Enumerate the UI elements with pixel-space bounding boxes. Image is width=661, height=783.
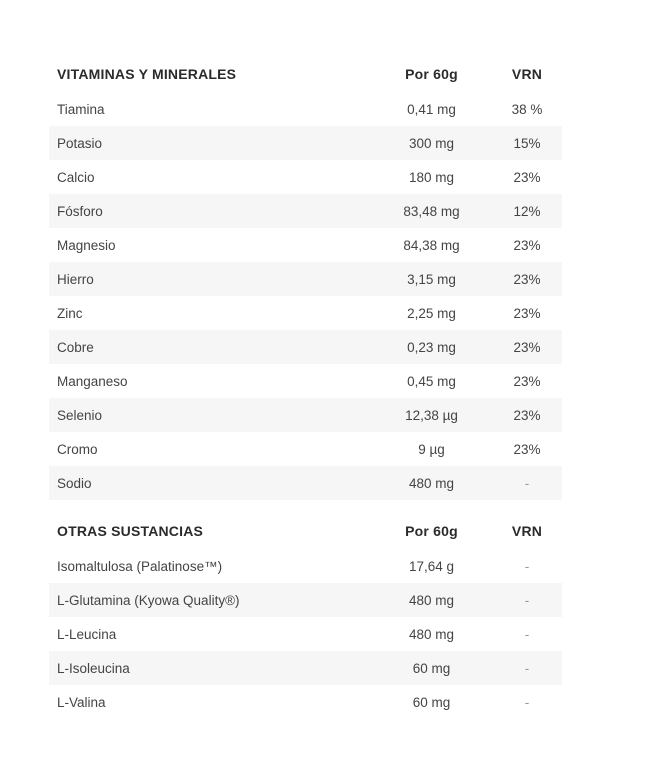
table-row — [49, 228, 562, 262]
vitamins-minerals-table — [49, 56, 562, 500]
nutrient-name: L-Glutamina (Kyowa Quality®) — [49, 583, 371, 617]
table-body — [49, 92, 562, 500]
table-row — [49, 330, 562, 364]
column-header-vrn: VRN — [511, 523, 543, 539]
amount-per-60g: 3,15 mg — [371, 262, 492, 296]
vrn-value: - — [492, 466, 562, 500]
nutrient-name: Magnesio — [57, 237, 116, 253]
amount-per-60g: 0,45 mg — [407, 373, 456, 389]
nutrient-name: Fósforo — [49, 194, 371, 228]
table-row — [49, 549, 562, 583]
amount-per-60g: 60 mg — [412, 694, 451, 710]
table-row — [49, 432, 562, 466]
amount-per-60g: 83,48 mg — [371, 194, 492, 228]
table-header-row — [49, 56, 562, 92]
amount-per-60g: 60 mg — [371, 651, 492, 685]
vrn-value: - — [492, 651, 562, 685]
vrn-value: 12% — [492, 194, 562, 228]
amount-per-60g: 180 mg — [408, 169, 455, 185]
column-header-per-60g: Por 60g — [405, 66, 458, 82]
column-header-name: VITAMINAS Y MINERALES — [57, 66, 237, 82]
amount-per-60g: 9 µg — [418, 441, 445, 457]
vrn-value: 23% — [513, 373, 541, 389]
amount-per-60g: 2,25 mg — [407, 305, 456, 321]
amount-per-60g: 0,23 mg — [371, 330, 492, 364]
table-row — [49, 262, 562, 296]
table-row — [49, 685, 562, 719]
nutrient-name: Hierro — [49, 262, 371, 296]
amount-per-60g: 300 mg — [371, 126, 492, 160]
vrn-value: - — [524, 558, 530, 574]
nutrient-name: Potasio — [49, 126, 371, 160]
nutrient-name: Selenio — [49, 398, 371, 432]
table-row — [49, 651, 562, 685]
other-substances-table — [49, 513, 562, 719]
vrn-value: - — [524, 626, 530, 642]
nutrient-name: Cromo — [57, 441, 98, 457]
vrn-value: 23% — [492, 398, 562, 432]
nutrient-name: Cobre — [49, 330, 371, 364]
vrn-value: 23% — [492, 262, 562, 296]
amount-per-60g: 480 mg — [408, 626, 455, 642]
vrn-value: 23% — [513, 441, 541, 457]
vrn-value: 23% — [513, 169, 541, 185]
amount-per-60g: 0,41 mg — [407, 101, 456, 117]
vrn-value: - — [524, 694, 530, 710]
nutrient-name: L-Leucina — [57, 626, 117, 642]
column-header-vrn: VRN — [511, 66, 543, 82]
table-row — [49, 126, 562, 160]
table-row — [49, 583, 562, 617]
vrn-value: 23% — [513, 237, 541, 253]
amount-per-60g: 84,38 mg — [403, 237, 460, 253]
nutrient-name: Zinc — [57, 305, 83, 321]
vrn-value: - — [492, 583, 562, 617]
column-header-per-60g: Por 60g — [405, 523, 458, 539]
table-row — [49, 92, 562, 126]
vrn-value: 38 % — [511, 101, 543, 117]
table-row — [49, 364, 562, 398]
table-row — [49, 617, 562, 651]
amount-per-60g: 17,64 g — [408, 558, 455, 574]
nutrient-name: Tiamina — [57, 101, 105, 117]
table-row — [49, 466, 562, 500]
column-header-name: OTRAS SUSTANCIAS — [57, 523, 204, 539]
nutrient-name: Calcio — [57, 169, 95, 185]
amount-per-60g: 480 mg — [371, 583, 492, 617]
amount-per-60g: 480 mg — [371, 466, 492, 500]
nutrient-name: Manganeso — [57, 373, 128, 389]
vrn-value: 23% — [492, 330, 562, 364]
table-row — [49, 194, 562, 228]
table-body — [49, 549, 562, 719]
table-row — [49, 160, 562, 194]
amount-per-60g: 12,38 µg — [371, 398, 492, 432]
nutrient-name: Sodio — [49, 466, 371, 500]
nutrient-name: L-Isoleucina — [49, 651, 371, 685]
table-row — [49, 296, 562, 330]
table-row — [49, 398, 562, 432]
vrn-value: 23% — [513, 305, 541, 321]
table-header-row — [49, 513, 562, 549]
vrn-value: 15% — [492, 126, 562, 160]
nutrient-name: Isomaltulosa (Palatinose™) — [57, 558, 223, 574]
nutrient-name: L-Valina — [57, 694, 106, 710]
